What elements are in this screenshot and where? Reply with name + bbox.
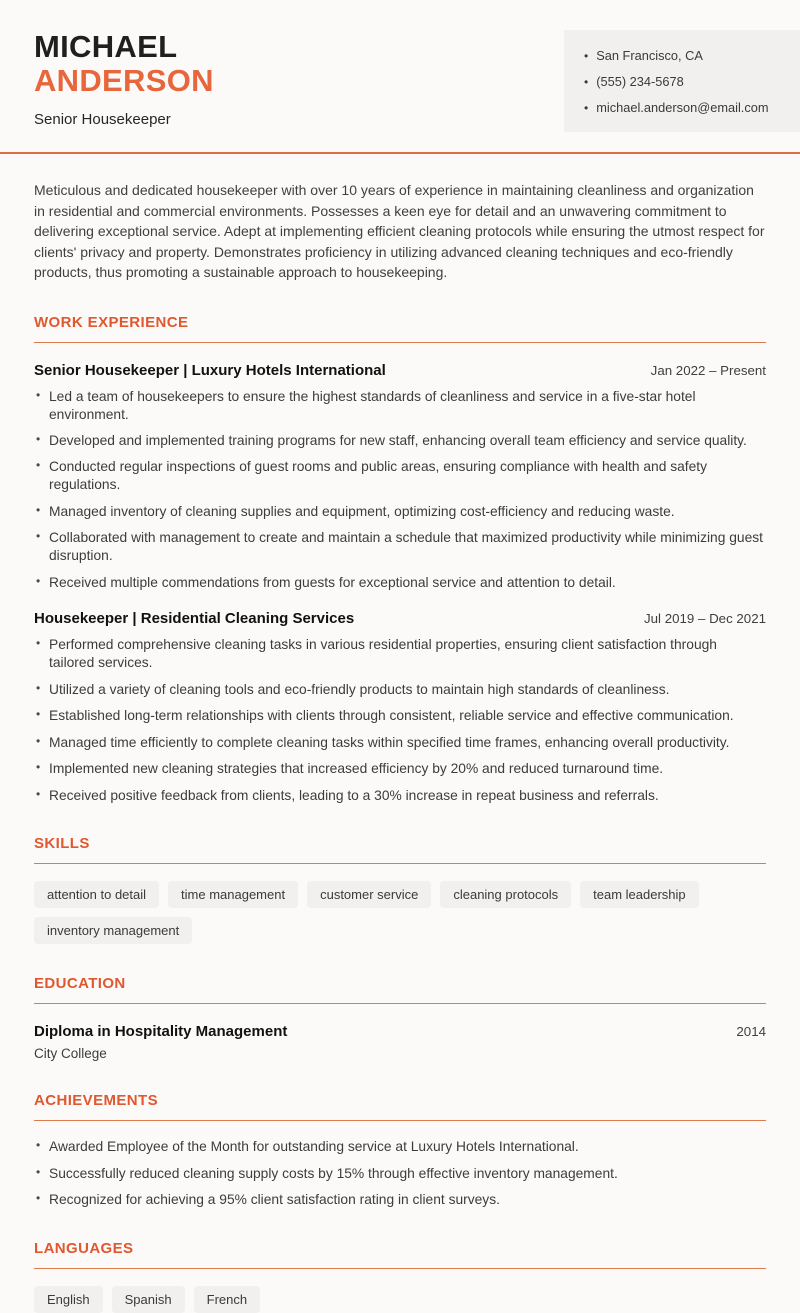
job-entry xyxy=(34,362,766,592)
bullet-item: • Implemented new cleaning strategies that increased efficiency by 20% and reduced turnaround time. xyxy=(34,760,766,778)
language-chip: English xyxy=(34,1286,103,1313)
bullet-item: • Received multiple commendations from guests for exceptional service and attention to detail. xyxy=(34,574,766,592)
bullet-item: • Led a team of housekeepers to ensure the highest standards of cleanliness and service in a five-star hotel environment. xyxy=(34,388,766,424)
bullet-item: • Collaborated with management to create and maintain a schedule that maximized productivity while minimizing guest disruption. xyxy=(34,529,766,565)
section-work-experience xyxy=(34,314,766,805)
bullet-item: • Recognized for achieving a 95% client satisfaction rating in client surveys. xyxy=(34,1191,766,1209)
job-dates: Jan 2022 – Present xyxy=(650,362,766,378)
section-divider xyxy=(34,863,766,864)
header xyxy=(34,29,769,129)
section-achievements xyxy=(34,1092,766,1209)
header-divider xyxy=(0,152,800,154)
contact-item-text: San Francisco, CA xyxy=(596,47,703,63)
skill-chip: customer service xyxy=(307,881,431,908)
section-divider xyxy=(34,1268,766,1269)
section-divider xyxy=(34,1003,766,1004)
bullet-dot-icon: • xyxy=(584,48,589,63)
contact-box xyxy=(564,30,800,132)
candidate-first-name: MICHAEL xyxy=(34,29,178,64)
job-header xyxy=(34,362,766,379)
bullet-item: • Managed time efficiently to complete cleaning tasks within specified time frames, enhancing overall productivity. xyxy=(34,734,766,752)
contact-item-text: (555) 234-5678 xyxy=(596,73,684,89)
language-chip: French xyxy=(194,1286,260,1313)
section-heading: ACHIEVEMENTS xyxy=(34,1092,158,1110)
skill-chip: cleaning protocols xyxy=(440,881,571,908)
skill-chip: team leadership xyxy=(580,881,699,908)
job-bullet-list xyxy=(34,388,766,592)
section-heading: WORK EXPERIENCE xyxy=(34,313,189,331)
section-heading: LANGUAGES xyxy=(34,1240,134,1258)
job-bullet-list xyxy=(34,636,766,804)
contact-list xyxy=(584,42,786,120)
languages-chip-row xyxy=(34,1286,766,1313)
candidate-last-name: ANDERSON xyxy=(34,63,214,99)
bullet-item: • Managed inventory of cleaning supplies and equipment, optimizing cost-efficiency and reducing waste. xyxy=(34,503,766,521)
section-divider xyxy=(34,1120,766,1121)
section-heading: SKILLS xyxy=(34,835,90,853)
skill-chip: inventory management xyxy=(34,917,192,944)
bullet-dot-icon: • xyxy=(584,100,589,115)
section-skills xyxy=(34,835,766,944)
skill-chip: time management xyxy=(168,881,298,908)
bullet-item: • Established long-term relationships with clients through consistent, reliable service and effective communication. xyxy=(34,707,766,725)
bullet-item: • Successfully reduced cleaning supply costs by 15% through effective inventory management. xyxy=(34,1165,766,1183)
candidate-job-title: Senior Housekeeper xyxy=(34,111,171,129)
contact-item xyxy=(584,42,786,68)
bullet-item: • Awarded Employee of the Month for outstanding service at Luxury Hotels International. xyxy=(34,1138,766,1156)
skills-chip-row xyxy=(34,881,766,944)
bullet-item: • Conducted regular inspections of guest rooms and public areas, ensuring compliance with health and safety regulations. xyxy=(34,458,766,494)
graduation-year: 2014 xyxy=(736,1024,766,1040)
section-education xyxy=(34,975,766,1061)
job-header xyxy=(34,610,766,627)
school-name: City College xyxy=(34,1046,107,1062)
contact-item-text: michael.anderson@email.com xyxy=(596,99,769,115)
job-entry xyxy=(34,610,766,804)
bullet-dot-icon: • xyxy=(584,74,589,89)
job-title: Senior Housekeeper | Luxury Hotels International xyxy=(34,361,386,379)
summary-text: Meticulous and dedicated housekeeper with over 10 years of experience in maintaining cleanliness and organization in residential and commercial environments. Possesses a keen eye for detail and an unwavering commitment to delivering exceptional service. Adept at implementing efficient cleaning protocols while ensuring the utmost respect for clients' privacy and property. Demonstrates proficiency in utilizing advanced cleaning techniques and eco-friendly products, thus promoting a sustainable approach to housekeeping. xyxy=(34,182,765,281)
section-divider xyxy=(34,342,766,343)
achievements-list xyxy=(34,1138,766,1209)
job-dates: Jul 2019 – Dec 2021 xyxy=(644,611,766,627)
section-languages xyxy=(34,1240,766,1313)
bullet-item: • Performed comprehensive cleaning tasks in various residential properties, ensuring client satisfaction through tailored services. xyxy=(34,636,766,672)
degree-name: Diploma in Hospitality Management xyxy=(34,1023,288,1041)
job-title: Housekeeper | Residential Cleaning Services xyxy=(34,610,355,628)
contact-item xyxy=(584,94,786,120)
bullet-item: • Utilized a variety of cleaning tools and eco-friendly products to maintain high standards of cleanliness. xyxy=(34,681,766,699)
language-chip: Spanish xyxy=(112,1286,185,1313)
contact-item xyxy=(584,68,786,94)
bullet-item: • Developed and implemented training programs for new staff, enhancing overall team efficiency and service quality. xyxy=(34,432,766,450)
section-heading: EDUCATION xyxy=(34,975,126,993)
bullet-item: • Received positive feedback from clients, leading to a 30% increase in repeat business and referrals. xyxy=(34,787,766,805)
skill-chip: attention to detail xyxy=(34,881,159,908)
education-header xyxy=(34,1023,766,1040)
